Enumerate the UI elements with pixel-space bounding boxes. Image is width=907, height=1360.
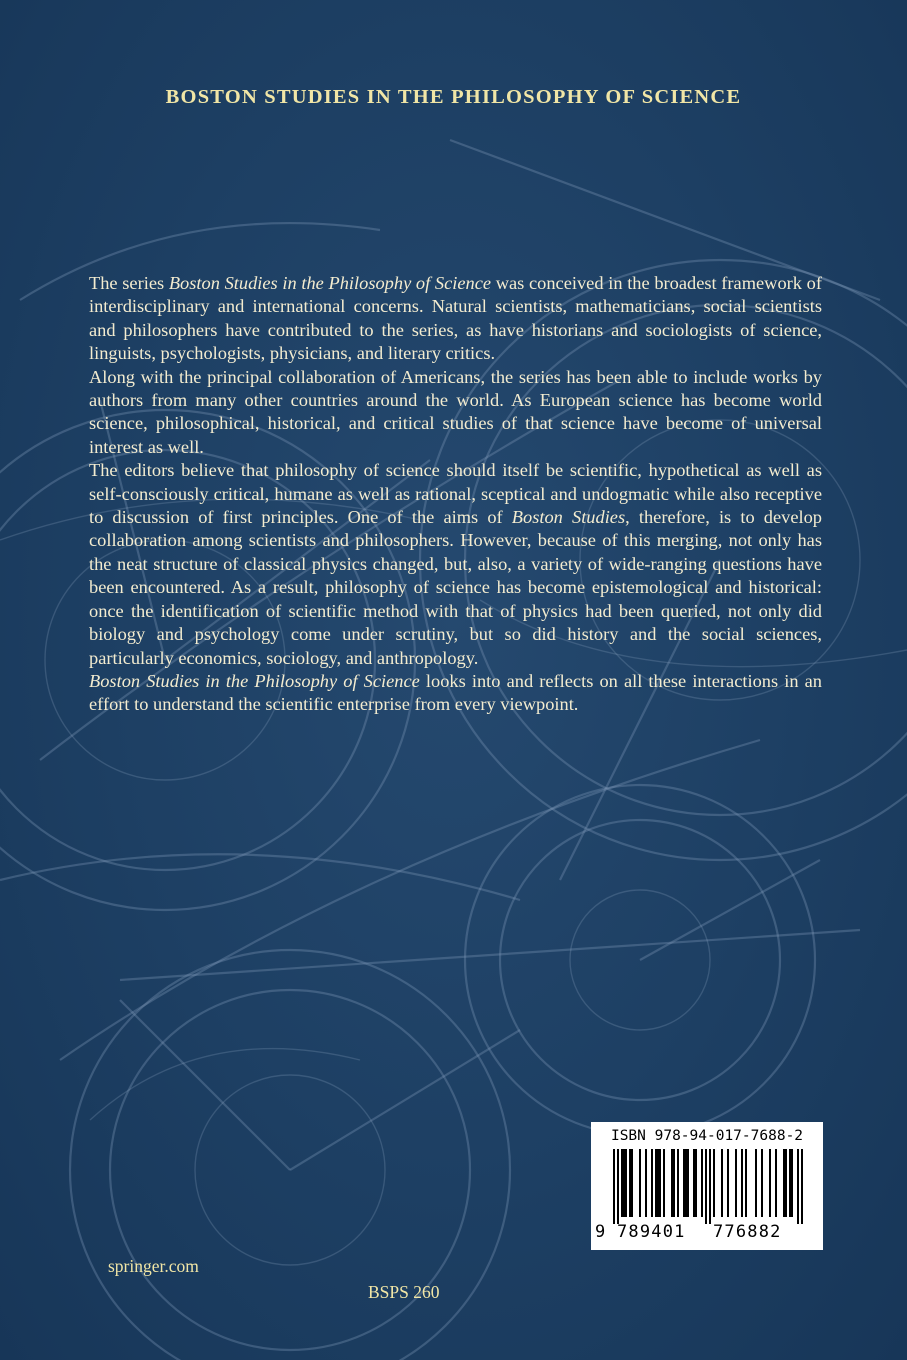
isbn-label: ISBN 978-94-017-7688-2 [610, 1128, 804, 1144]
barcode-bar [625, 1149, 627, 1217]
barcode-bar [687, 1149, 689, 1217]
barcode-bar [651, 1149, 653, 1217]
barcode-bar [613, 1149, 615, 1224]
barcode-digits-left: 789401 [617, 1222, 686, 1242]
barcode-bar [797, 1149, 799, 1224]
barcode-bar [721, 1149, 723, 1217]
barcode-bar [741, 1149, 743, 1217]
description-paragraph [89, 272, 822, 366]
barcode-bar [801, 1149, 803, 1224]
barcode-digits-right: 776882 [713, 1222, 782, 1242]
barcode-digit-first: 9 [595, 1222, 606, 1242]
barcode-bar [677, 1149, 679, 1217]
barcode-bar [645, 1149, 647, 1217]
barcode-bar [659, 1149, 661, 1217]
barcode-bar [693, 1149, 695, 1217]
barcode-bar [623, 1149, 625, 1217]
italic-series-name: Boston Studies [511, 507, 626, 528]
barcode-bar [685, 1149, 687, 1217]
publisher-website: springer.com [108, 1256, 199, 1276]
barcode-bar [745, 1149, 747, 1217]
isbn-barcode-box [591, 1122, 823, 1250]
barcode-bar [629, 1149, 631, 1217]
paragraph-text: The editors believe that philosophy of science should itself be scientific, hypothetical as well as self-consciously critical, humane as well as rational, sceptical and undogmatic while also receptive to discussion of first principles. One of the aims of [89, 460, 822, 528]
barcode-bar [705, 1149, 707, 1224]
barcode-bar [671, 1149, 673, 1217]
barcode-bar [655, 1149, 657, 1217]
description-paragraph [89, 459, 822, 670]
italic-series-name: Boston Studies in the Philosophy of Science [89, 670, 420, 691]
barcode-bar [727, 1149, 729, 1217]
paragraph-text: was conceived in the broadest framework of interdisciplinary and international concerns. Natural scientists, mathematicians, social scientists and philosophers have contributed to the series, as have historians and sociologists of science, linguists, psychologists, physicians, and literary critics. [89, 273, 822, 364]
barcode-bar [663, 1149, 665, 1217]
barcode-bar [735, 1149, 737, 1217]
paragraph-text: Along with the principal collaboration of Americans, the series has been able to include works by authors from many other countries around the world. As European science has become world science, philosophical, historical, and critical studies of that science have become of universal interest as well. [89, 366, 822, 457]
barcode-bar [785, 1149, 787, 1217]
barcode-bar [617, 1149, 619, 1224]
barcode-bar [769, 1149, 771, 1217]
description-paragraph [89, 670, 822, 717]
paragraph-text: , therefore, is to develop collaboration among scientists and philosophers. However, because of this merging, not only has the neat structure of classical physics changed, but, also, a variety of wide-ranging questions have been encountered. As a result, philosophy of science has become epistemological and historical: once the identification of scientific method with that of physics had been queried, not only did biology and psychology come under scrutiny, but so did history and the social sciences, particularly economics, sociology, and anthropology. [89, 507, 822, 668]
barcode-bar [683, 1149, 685, 1217]
barcode-bar [789, 1149, 791, 1217]
barcode-bar [639, 1149, 641, 1217]
barcode-bar [621, 1149, 623, 1217]
description-paragraph [89, 366, 822, 460]
paragraph-text: The series [89, 273, 169, 293]
barcode-bar [783, 1149, 785, 1217]
barcode-bar [673, 1149, 675, 1217]
barcode-bar [775, 1149, 777, 1217]
barcode-bar [657, 1149, 659, 1217]
barcode-bar [631, 1149, 633, 1217]
barcode-bar [713, 1149, 715, 1217]
italic-series-name: Boston Studies in the Philosophy of Science [168, 273, 492, 293]
barcode-bar [709, 1149, 711, 1224]
series-title: BOSTON STUDIES IN THE PHILOSOPHY OF SCIENCE [165, 86, 742, 108]
series-description [89, 272, 822, 717]
barcode-bar [761, 1149, 763, 1217]
barcode [601, 1149, 813, 1224]
barcode-bar [755, 1149, 757, 1217]
series-number: BSPS 260 [368, 1282, 440, 1302]
barcode-bar [695, 1149, 697, 1217]
paragraph-text: looks into and reflects on all these interactions in an effort to understand the scientific enterprise from every viewpoint. [89, 670, 822, 715]
barcode-bar [701, 1149, 703, 1217]
barcode-bar [791, 1149, 793, 1217]
